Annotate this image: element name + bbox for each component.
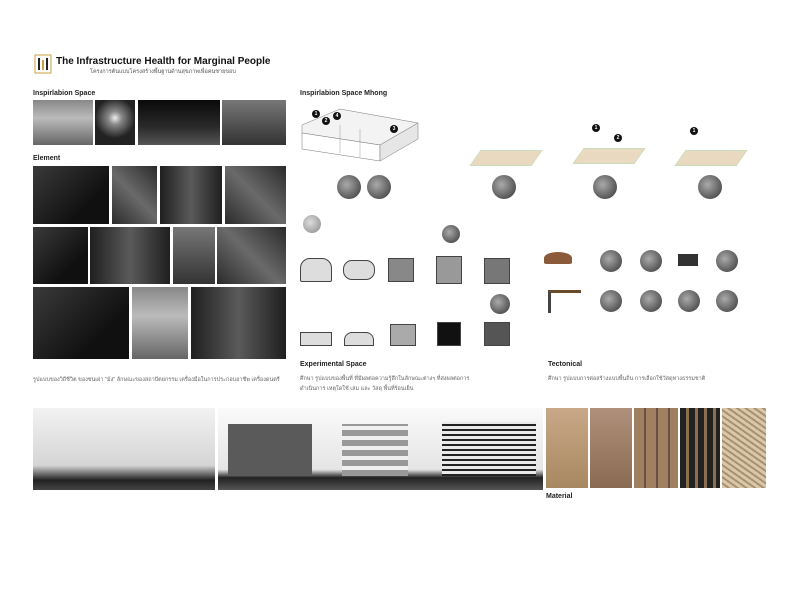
inspiration-photo-4: [222, 100, 286, 145]
material-swatch-bamboo-dark: [680, 408, 720, 488]
experiment-section: [484, 322, 510, 346]
page-subtitle: โครงการต้นแบบโครงสร้างพื้นฐานด้านสุขภาพเพื่อคนชายขอบ: [90, 69, 236, 75]
inspiration-photo-1: [33, 100, 93, 145]
model-block: [228, 424, 312, 476]
pin-marker: 4: [333, 112, 341, 120]
tectonical-texture: [640, 250, 662, 272]
pin-marker: 1: [690, 127, 698, 135]
pin-marker: 1: [312, 110, 320, 118]
mhong-detail-photo: [698, 175, 722, 199]
experiment-texture: [442, 225, 460, 243]
element-photo-roof-2: [90, 227, 170, 284]
mhong-detail-photo: [492, 175, 516, 199]
pin-marker: 2: [614, 134, 622, 142]
experiment-model: [484, 258, 510, 284]
bottom-photo-loom-model: [33, 408, 215, 490]
tectonical-texture: [716, 290, 738, 312]
pin-marker: 3: [390, 125, 398, 133]
joint-icon: [548, 290, 581, 313]
experiment-section: [344, 332, 374, 346]
material-swatch-rammed-earth: [546, 408, 588, 488]
mhong-detail-photo: [337, 175, 361, 199]
space-tile: [572, 148, 645, 164]
element-photo-interior-3: [191, 287, 286, 359]
element-photo-basket: [132, 287, 188, 359]
pin-marker: 2: [322, 117, 330, 125]
model-lattice: [342, 424, 408, 476]
model-slats: [442, 422, 536, 476]
tectonical-texture: [678, 290, 700, 312]
element-photo-interior-1: [217, 227, 286, 284]
element-photo-weaver: [112, 166, 157, 224]
experiment-model: [343, 260, 375, 280]
element-photo-woman: [160, 166, 222, 224]
experiment-section: [390, 324, 416, 346]
logo-icon: [34, 54, 52, 74]
element-photo-interior-2: [33, 287, 129, 359]
element-photo-roof-1: [33, 227, 88, 284]
tectonical-texture: [716, 250, 738, 272]
mhong-detail-photo: [593, 175, 617, 199]
experiment-section: [437, 322, 461, 346]
experimental-space-heading: Experimental Space: [300, 361, 367, 368]
material-heading: Material: [546, 493, 573, 500]
inspiration-photo-2: [95, 100, 135, 145]
tectonical-texture: [600, 250, 622, 272]
inspiration-space-mhong-heading: Inspirlabion Space Mhong: [300, 90, 388, 97]
element-photo-house: [173, 227, 215, 284]
tectonical-texture: [600, 290, 622, 312]
inspiration-space-heading: Inspirlabion Space: [33, 90, 96, 97]
experiment-model: [300, 258, 332, 282]
element-photo-hands: [225, 166, 286, 224]
soil-pile-icon: [544, 252, 572, 264]
experimental-caption-line-2: ดำเนินการ เหตุใดใช้ เล่ม และ วัสดุ พื้นที่ร้อนเย็น: [300, 386, 414, 392]
element-caption: รูปแบบของวิถีชีวิต ของชนเผ่า "ม้ง" ลักษณะของสถาปัตยกรรม เครื่องมือในการประกอบอาชีพ เครื่องดนตรี: [33, 377, 280, 383]
element-photo-loom: [33, 166, 109, 224]
experiment-texture: [490, 294, 510, 314]
material-swatch-straw: [722, 408, 766, 488]
experiment-model: [388, 258, 414, 282]
mhong-detail-photo: [367, 175, 391, 199]
page-title: The Infrastructure Health for Marginal People: [56, 56, 271, 67]
element-heading: Element: [33, 155, 61, 162]
tectonical-caption: ศึกษา รูปแบบการต่อสร้างแบบพื้นถิ่น การเลือกใช้วัสดุทางธรรมชาติ: [548, 376, 706, 382]
pin-marker: 1: [592, 124, 600, 132]
experimental-caption-line-1: ศึกษา รูปแบบของพื้นที่ ที่มีผลต่อความรู้สึกในลักษณะต่างๆ ที่ส่งผลต่อการ: [300, 376, 470, 382]
space-tile: [674, 150, 747, 166]
experiment-model: [436, 256, 462, 284]
experiment-section: [300, 332, 332, 346]
material-swatch-earth-block: [590, 408, 632, 488]
experiment-texture: [303, 215, 321, 233]
tectonical-texture: [640, 290, 662, 312]
tectonical-heading: Tectonical: [548, 361, 583, 368]
space-tile: [469, 150, 542, 166]
brick-icon: [678, 254, 698, 266]
inspiration-photo-3: [138, 100, 220, 145]
material-swatch-bamboo: [634, 408, 678, 488]
